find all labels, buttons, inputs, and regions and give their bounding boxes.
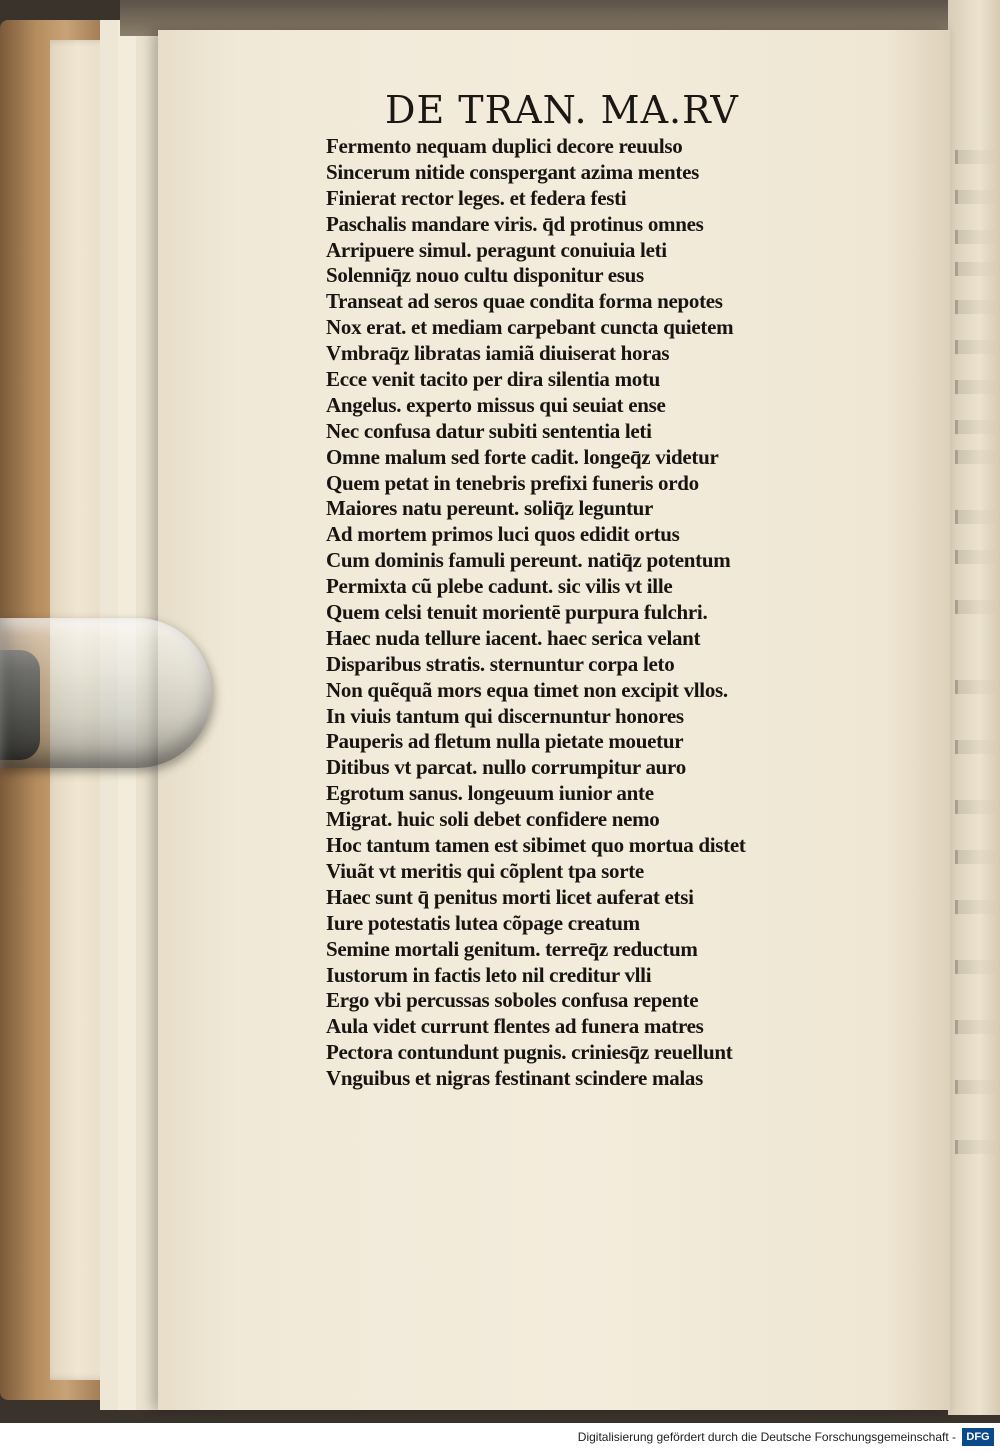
verse-line: Sincerum nitide conspergant azima mentes [326, 159, 699, 184]
verse-line: Finierat rector leges. et federa festi [326, 185, 627, 210]
verse-line: Viuãt vt meritis qui cõplent tpa sorte [326, 858, 644, 883]
running-head: DE TRAN. MA.RV [385, 88, 739, 132]
verse-line: Aula videt currunt flentes ad funera matres [326, 1014, 704, 1039]
verse-line: Ditibus vt parcat. nullo corrumpitur auro [326, 755, 686, 780]
verse-line: Vnguibus et nigras festinant scindere malas [326, 1066, 703, 1091]
verse-line: Omne malum sed forte cadit. longeq̄z videtur [326, 444, 719, 469]
dfg-logo: DFG [962, 1428, 994, 1446]
verse-line: Quem petat in tenebris prefixi funeris ordo [326, 470, 699, 495]
verse-line: In viuis tantum qui discernuntur honores [326, 703, 684, 728]
verse-line: Haec sunt q̄ penitus morti licet auferat etsi [326, 884, 694, 909]
verse-line: Pauperis ad fletum nulla pietate mouetur [326, 729, 684, 754]
verse-line: Iure potestatis lutea cõpage creatum [326, 910, 640, 935]
verse-line: Arripuere simul. peragunt conuiuia leti [326, 237, 667, 262]
verse-line: Fermento nequam duplici decore reuulso [326, 134, 683, 158]
verse-line: Angelus. experto missus qui seuiat ense [326, 392, 666, 417]
verse-line: Transeat ad seros quae condita forma nepotes [326, 289, 723, 314]
verse-line: Nox erat. et mediam carpebant cuncta quietem [326, 315, 734, 340]
digitization-credit: Digitalisierung gefördert durch die Deutsche Forschungsgemeinschaft - [577, 1430, 956, 1444]
verse-line: Nec confusa datur subiti sententia leti [326, 418, 652, 443]
verse-text [326, 134, 846, 1092]
verse-line: Ergo vbi percussas soboles confusa repente [326, 988, 699, 1013]
facing-page-bleed [955, 0, 1000, 1415]
verse-line: Iustorum in factis leto nil creditur vlli [326, 962, 652, 987]
verse-line: Hoc tantum tamen est sibimet quo mortua distet [326, 833, 746, 858]
verse-line: Vmbraq̄z libratas iamiã diuiserat horas [326, 341, 670, 366]
verse-line: Non quẽquã mors equa timet non excipit vllos. [326, 677, 728, 702]
verse-line: Pectora contundunt pugnis. criniesq̄z reuellunt [326, 1040, 733, 1065]
verse-line: Cum dominis famuli pereunt. natiq̄z potentum [326, 548, 731, 573]
verse-line: Egrotum sanus. longeuum iunior ante [326, 781, 654, 806]
verse-line: Maiores natu pereunt. soliq̄z leguntur [326, 496, 654, 521]
verse-line: Haec nuda tellure iacent. haec serica velant [326, 625, 701, 650]
verse-line: Quem celsi tenuit morientē purpura fulchri. [326, 600, 708, 625]
verse-line: Paschalis mandare viris. q̄d protinus omnes [326, 211, 704, 236]
verse-line: Ad mortem primos luci quos edidit ortus [326, 522, 680, 547]
verse-line: Solenniq̄z nouo cultu disponitur esus [326, 263, 644, 288]
verse-line: Permixta cũ plebe cadunt. sic vilis vt ille [326, 574, 673, 599]
verse-line: Disparibus stratis. sternuntur corpa leto [326, 651, 675, 676]
verse-line: Ecce venit tacito per dira silentia motu [326, 367, 661, 392]
glass-clamp [0, 618, 212, 768]
verse-line: Migrat. huic soli debet confidere nemo [326, 807, 660, 832]
verse-line: Semine mortali genitum. terreq̄z reductum [326, 936, 698, 961]
